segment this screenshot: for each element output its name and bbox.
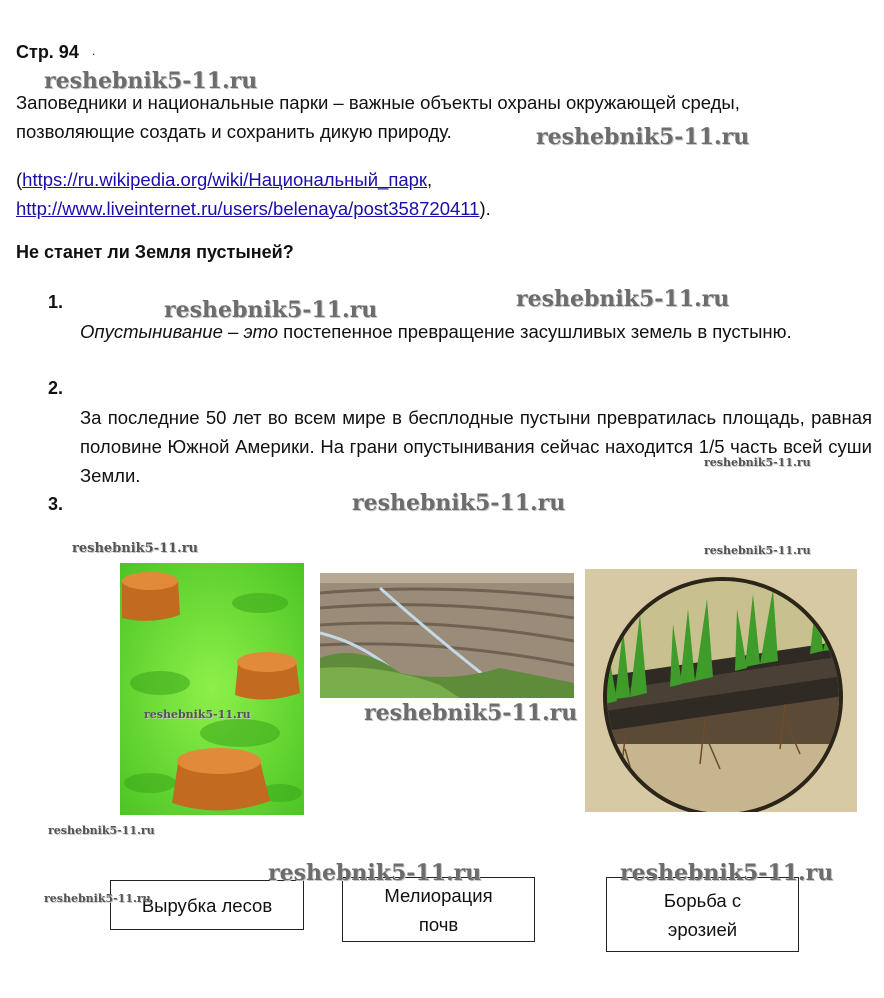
irrigated-field-photo — [320, 573, 574, 698]
label-erosion-line-2: эрозией — [667, 918, 738, 940]
watermark: reshebnik5-11.ru — [144, 708, 251, 721]
label-erosion-line-1: Борьба с — [663, 889, 742, 911]
item-number-3: 3. — [48, 494, 64, 514]
watermark: reshebnik5-11.ru — [44, 68, 258, 94]
watermark: reshebnik5-11.ru — [48, 824, 155, 837]
wikipedia-link[interactable]: https://ru.wikipedia.org/wiki/Национальный_парк — [22, 169, 428, 190]
label-deforestation-text: Вырубка лесов — [141, 894, 273, 916]
watermark: reshebnik5-11.ru — [44, 892, 151, 905]
watermark: reshebnik5-11.ru — [268, 860, 482, 886]
item-number-2: 2. — [48, 378, 64, 398]
definition-text: постепенное превращение засушливых земель в пустыню. — [278, 321, 792, 342]
liveinternet-link[interactable]: http://www.liveinternet.ru/users/belenaya/post358720411 — [16, 198, 480, 219]
watermark: reshebnik5-11.ru — [536, 124, 750, 150]
item-number-1: 1. — [48, 292, 64, 312]
term-is: это — [243, 321, 279, 342]
watermark: reshebnik5-11.ru — [704, 544, 811, 557]
watermark: reshebnik5-11.ru — [620, 860, 834, 886]
soil-cross-section-illustration — [585, 569, 857, 812]
source-links — [16, 165, 876, 223]
label-soil-melioration — [342, 877, 535, 942]
answer-2: За последние 50 лет во всем мире в бесплодные пустыни превратилась площадь, равная половине Южной Америки. На грани опустынивания сейчас находится 1/5 часть всей суши Земли. — [80, 407, 872, 486]
link-separator: , — [427, 169, 433, 190]
intro-line-1: Заповедники и национальные парки – важные объекты охраны окружающей среды, — [16, 92, 740, 113]
close-paren: ). — [479, 198, 491, 219]
watermark: reshebnik5-11.ru — [704, 456, 811, 469]
watermark: reshebnik5-11.ru — [164, 297, 378, 323]
label-deforestation — [110, 880, 304, 930]
question-heading: Не станет ли Земля пустыней? — [16, 242, 294, 262]
term-desertification: Опустынивание — [80, 321, 223, 342]
watermark: reshebnik5-11.ru — [364, 700, 578, 726]
label-melioration-line-1: Мелиорация — [384, 884, 493, 906]
watermark: reshebnik5-11.ru — [352, 490, 566, 516]
watermark: reshebnik5-11.ru — [72, 541, 199, 556]
label-melioration-line-2: почв — [418, 913, 459, 935]
page-number: Стр. 94 — [16, 42, 79, 62]
term-dash: – — [222, 321, 244, 342]
stumps-illustration — [120, 563, 304, 815]
open-paren: ( — [16, 169, 23, 190]
watermark: reshebnik5-11.ru — [516, 286, 730, 312]
intro-line-2: позволяющие создать и сохранить дикую природу. — [16, 121, 452, 142]
label-erosion-control — [606, 877, 799, 952]
